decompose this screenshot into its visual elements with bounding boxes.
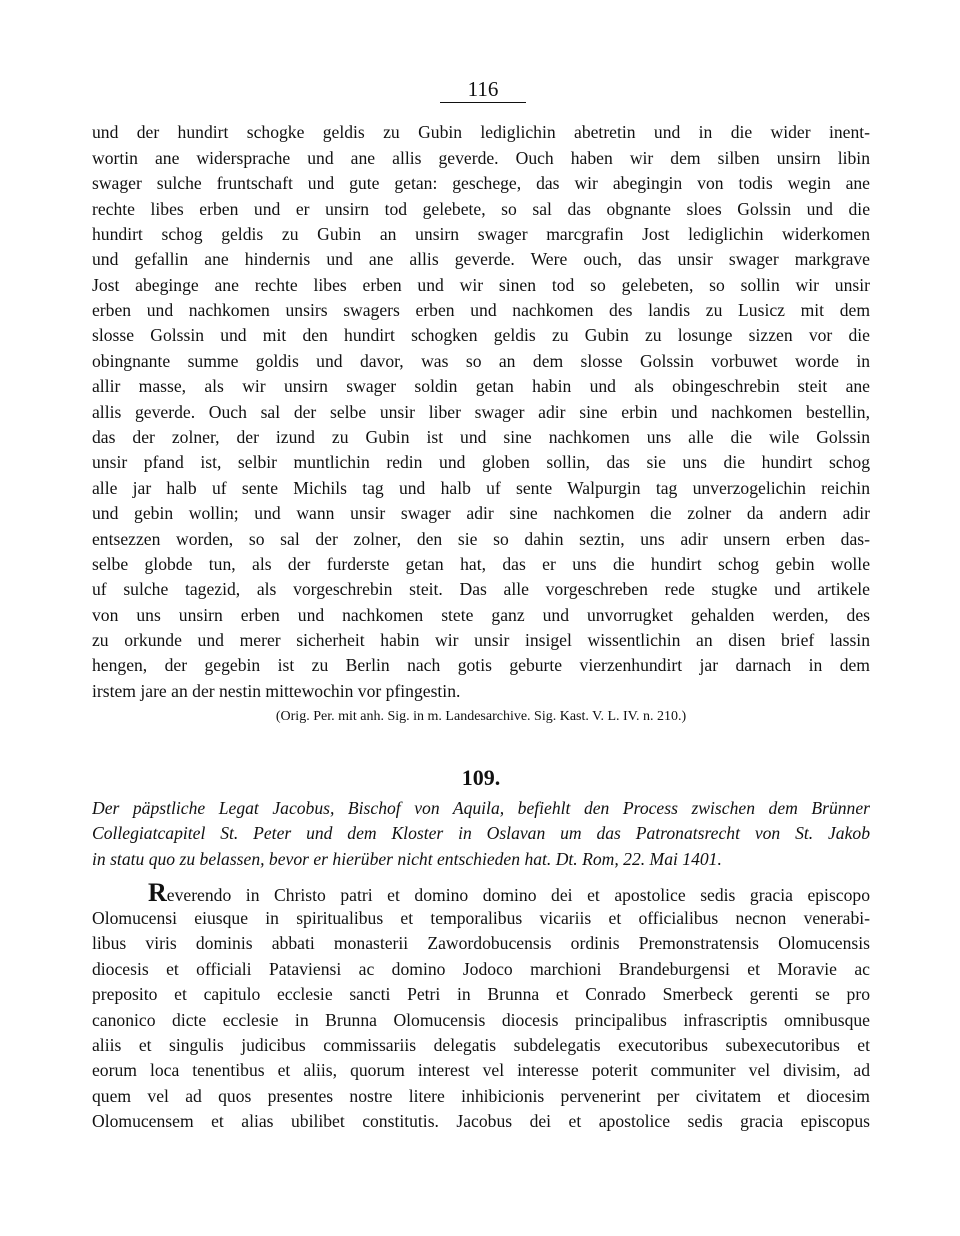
first-line-text: everendo in Christo patri et domino domino dei et apostolice sedis gracia episcopo	[166, 885, 870, 905]
body-line: Olomucensem et alias ubilibet constitutis. Jacobus dei et apostolice sedis gracia episcopus	[92, 1111, 870, 1131]
text-line: obingnante summe goldis und davor, was so an dem slosse Golssin vorbuwet worde in	[92, 351, 870, 371]
text-line: rechte libes erben und er unsirn tod gelebete, so sal das obgnante sloes Golssin und die	[92, 199, 870, 219]
text-line: von uns unsirn erben und nachkomen stete ganz und unvorrugket gehalden werden, des	[92, 605, 870, 625]
text-line: selbe globde tun, als der furderste getan hat, das er uns die hundirt schog gebin wolle	[92, 554, 870, 574]
body-line: Olomucensi eiusque in spiritualibus et temporalibus vicariis et officialibus necnon venerabi-	[92, 908, 870, 928]
text-line: swager sulche fruntschaft und gute getan: geschege, das wir abegingin von todis wegin ane	[92, 173, 870, 193]
text-line: erben und nachkomen unsirs swagers erben und nachkomen des landis zu Lusicz mit dem	[92, 300, 870, 320]
text-line: und gebin wollin; und wann unsir swager adir sine nachkomen die zolner da andern adir	[92, 503, 870, 523]
text-line: allir masse, als wir unsirn swager soldin getan habin und als obingeschrebin steit ane	[92, 376, 870, 396]
text-line: alle jar halb uf sente Michils tag und halb uf sente Walpurgin tag unverzogelichin reichin	[92, 478, 870, 498]
text-line: zu orkunde und merer sicherheit habin wir unsir insigel wissentlichin an disen brief lassin	[92, 630, 870, 650]
summary-line: in statu quo zu belassen, bevor er hierüber nicht entschieden hat. Dt. Rom, 22. Mai 1401.	[92, 849, 722, 869]
body-first-line	[148, 880, 870, 905]
text-line: und gefallin ane hindernis und ane allis geverde. Were ouch, das unsir swager markgrave	[92, 249, 870, 269]
document-number: 109.	[461, 765, 501, 790]
page-number: 116	[467, 77, 499, 101]
text-line: slosse Golssin und mit den hundirt schogken geldis zu Gubin zu losunge sizzen vor die	[92, 325, 870, 345]
body-line: preposito et capitulo ecclesie sancti Petri in Brunna et Conrado Smerbeck gerenti se pro	[92, 984, 870, 1004]
text-line: Jost abeginge ane rechte libes erben und wir sinen tod so gelebeten, so sollin wir unsir	[92, 275, 870, 295]
archival-source-note: (Orig. Per. mit anh. Sig. in m. Landesarchive. Sig. Kast. V. L. IV. n. 210.)	[275, 709, 687, 724]
body-line: eorum loca tenentibus et aliis, quorum interest vel interesse poterit communiter vel divisim, ad	[92, 1060, 870, 1080]
body-line: quem vel ad quos presentes nostre litere inhibicionis pervenerint per civitatem et diocesim	[92, 1086, 870, 1106]
dropcap-initial: R	[148, 880, 167, 905]
text-line: das der zolner, der izund zu Gubin ist und sine nachkomen uns alle die wile Golssin	[92, 427, 870, 447]
text-line: allis geverde. Ouch sal der selbe unsir liber swager adir sine erbin und nachkomen bestellin,	[92, 402, 870, 422]
text-line: entsezzen worden, so sal der zolner, den sie so dahin seztin, uns adir unsern erben das-	[92, 529, 870, 549]
text-line: hengen, der gegebin ist zu Berlin nach gotis geburte vierzenhundirt jar darnach in dem	[92, 655, 870, 675]
text-line: hundirt schog geldis zu Gubin an unsirn swager marcgrafin Jost lediglichin widerkomen	[92, 224, 870, 244]
text-line: unsir pfand ist, selbir muntlichin redin und globen sollin, das sie uns die hundirt schog	[92, 452, 870, 472]
body-line: diocesis et officiali Pataviensi ac domino Jodoco marchioni Brandeburgensi et Moravie ac	[92, 959, 870, 979]
summary-line: Collegiatcapitel St. Peter und dem Kloster in Oslavan um das Patronatsrecht von St. Jakob	[92, 823, 870, 843]
body-line: libus viris dominis abbati monasterii Zawordobucensis ordinis Premonstratensis Olomucensis	[92, 933, 870, 953]
text-line: wortin ane widersprache und ane allis geverde. Ouch haben wir dem silben unsirn libin	[92, 148, 870, 168]
text-line: uf sulche tagezid, als vorgeschrebin steit. Das alle vorgeschreben rede stugke und artikele	[92, 579, 870, 599]
body-line: aliis et singulis judicibus commissariis delegatis subdelegatis executoribus subexecutoribus et	[92, 1035, 870, 1055]
text-line: und der hundirt schogke geldis zu Gubin lediglichin abetretin und in die wider inent-	[92, 122, 870, 142]
body-line: canonico dicte ecclesie in Brunna Olomucensis diocesis principalibus infrascriptis omnibusque	[92, 1010, 870, 1030]
summary-line: Der päpstliche Legat Jacobus, Bischof von Aquila, befiehlt den Process zwischen dem Brünner	[92, 798, 870, 818]
text-line: irstem jare an der nestin mittewochin vor pfingestin.	[92, 681, 461, 701]
page-number-rule	[440, 102, 526, 103]
